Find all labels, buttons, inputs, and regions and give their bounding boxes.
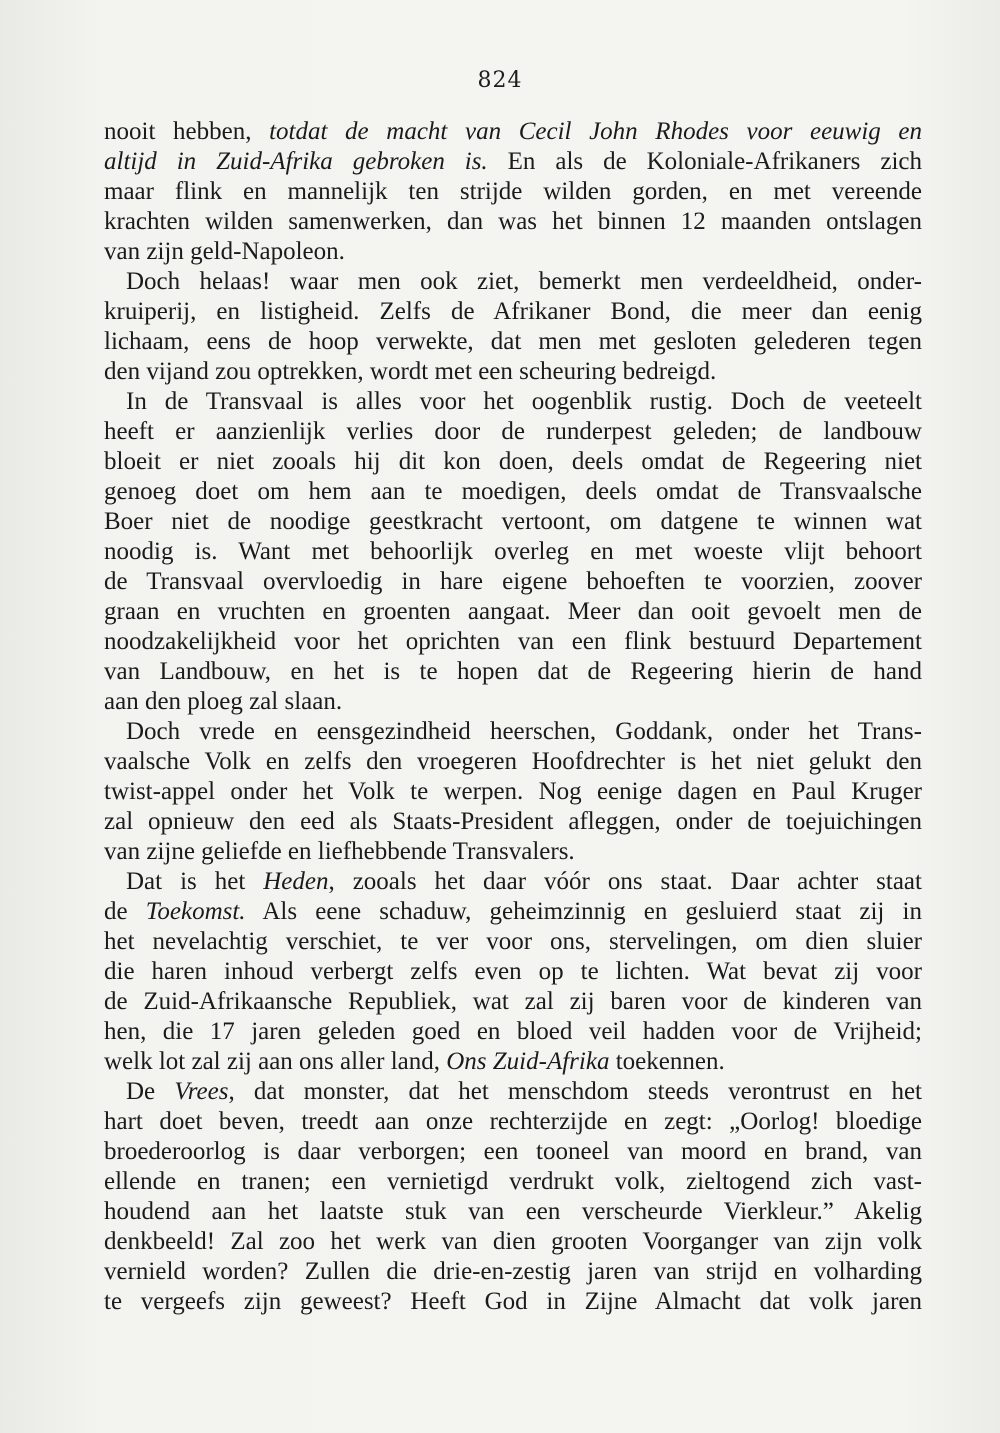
text-line: [104, 927, 922, 957]
text-run: toekennen.: [609, 1048, 725, 1075]
text-run: kruiperij, en listigheid. Zelfs de Afrikaner Bond, die meer dan eenig: [104, 298, 922, 325]
text-line: [104, 147, 922, 177]
italic-text: Ons Zuid-Afrika: [446, 1048, 610, 1075]
text-run: In de Transvaal is alles voor het oogenblik rustig. Doch de veeteelt: [126, 388, 922, 415]
text-run: , zooals het daar vóór ons staat. Daar achter staat: [328, 868, 922, 895]
text-line: [104, 117, 922, 147]
text-line: [104, 1167, 922, 1197]
text-line: [104, 897, 922, 927]
text-line: [104, 417, 922, 447]
text-run: van Landbouw, en het is te hopen dat de Regeering hierin de hand: [104, 658, 922, 685]
text-line: [104, 1137, 922, 1167]
text-line: [104, 297, 922, 327]
text-line: [104, 1227, 922, 1257]
text-line: [104, 267, 922, 297]
text-line: [104, 657, 922, 687]
text-line: [104, 777, 922, 807]
text-run: graan en vruchten en groenten aangaat. Meer dan ooit gevoelt men de: [104, 598, 922, 625]
text-run: heeft er aanzienlijk verlies door de runderpest geleden; de landbouw: [104, 418, 922, 445]
text-run: twist-appel onder het Volk te werpen. Nog eenige dagen en Paul Kruger: [104, 778, 922, 805]
text-run: denkbeeld! Zal zoo het werk van dien grooten Voorganger van zijn volk: [104, 1228, 922, 1255]
paragraph: [104, 387, 922, 717]
text-run: het nevelachtig verschiet, te ver voor ons, stervelingen, om dien sluier: [104, 928, 922, 955]
paragraph: [104, 267, 922, 387]
text-line: [104, 1257, 922, 1287]
text-run: Dat is het: [126, 868, 264, 895]
text-run: hart doet beven, treedt aan onze rechterzijde en zegt: „Oorlog! bloedige: [104, 1108, 922, 1135]
text-line: [104, 867, 922, 897]
text-run: nooit hebben,: [104, 118, 270, 145]
text-line: [104, 957, 922, 987]
text-run: broederoorlog is daar verborgen; een tooneel van moord en brand, van: [104, 1138, 922, 1165]
text-run: ellende en tranen; een vernietigd verdrukt volk, zieltogend zich vast-: [104, 1168, 922, 1195]
text-run: de: [104, 898, 146, 925]
paragraph: [104, 1077, 922, 1317]
text-run: krachten wilden samenwerken, dan was het binnen 12 maanden ontslagen: [104, 208, 922, 235]
paragraph: [104, 717, 922, 867]
text-run: Doch vrede en eensgezindheid heerschen, Goddank, onder het Trans-: [126, 718, 922, 745]
text-run: , dat monster, dat het menschdom steeds verontrust en het: [228, 1078, 922, 1105]
text-run: de Zuid-Afrikaansche Republiek, wat zal zij baren voor de kinderen van: [104, 988, 922, 1015]
text-line: [104, 237, 922, 267]
text-line: [104, 747, 922, 777]
text-run: vaalsche Volk en zelfs den vroegeren Hoofdrechter is het niet gelukt den: [104, 748, 922, 775]
text-line: [104, 1107, 922, 1137]
text-run: vernield worden? Zullen die drie-en-zestig jaren van strijd en volharding: [104, 1258, 922, 1285]
text-run: De: [126, 1078, 175, 1105]
text-line: [104, 717, 922, 747]
page-number: 824: [477, 68, 523, 93]
text-line: [104, 687, 922, 717]
italic-text: totdat de macht van Cecil John Rhodes voor eeuwig en: [269, 118, 923, 145]
text-line: [104, 597, 922, 627]
text-line: [104, 567, 922, 597]
body-text: [104, 117, 922, 1317]
text-run: aan den ploeg zal slaan.: [104, 688, 343, 715]
text-run: van zijne geliefde en liefhebbende Transvalers.: [104, 838, 575, 865]
text-line: [104, 837, 922, 867]
text-run: te vergeefs zijn geweest? Heeft God in Zijne Almacht dat volk jaren: [104, 1288, 922, 1315]
text-line: [104, 357, 922, 387]
text-line: [104, 1197, 922, 1227]
text-line: [104, 987, 922, 1017]
text-run: houdend aan het laatste stuk van een verscheurde Vierkleur.” Akelig: [104, 1198, 922, 1225]
paragraph: [104, 867, 922, 1077]
text-line: [104, 507, 922, 537]
text-run: En als de Koloniale-Afrikaners zich: [487, 148, 922, 175]
text-run: lichaam, eens de hoop verwekte, dat men met gesloten gelederen tegen: [104, 328, 922, 355]
text-line: [104, 537, 922, 567]
text-line: [104, 1077, 922, 1107]
text-line: [104, 387, 922, 417]
text-run: Doch helaas! waar men ook ziet, bemerkt men verdeeldheid, onder-: [126, 268, 922, 295]
text-line: [104, 207, 922, 237]
text-run: maar flink en mannelijk ten strijde wilden gorden, en met vereende: [104, 178, 922, 205]
text-run: die haren inhoud verbergt zelfs even op te lichten. Wat bevat zij voor: [104, 958, 922, 985]
text-run: de Transvaal overvloedig in hare eigene behoeften te voorzien, zoover: [104, 568, 922, 595]
paragraph: [104, 117, 922, 267]
text-line: [104, 177, 922, 207]
text-run: Als eene schaduw, geheimzinnig en gesluierd staat zij in: [245, 898, 922, 925]
text-run: bloeit er niet zooals hij dit kon doen, deels omdat de Regeering niet: [104, 448, 922, 475]
italic-text: Vrees: [174, 1078, 229, 1105]
text-line: [104, 807, 922, 837]
text-line: [104, 477, 922, 507]
text-line: [104, 627, 922, 657]
italic-text: altijd in Zuid-Afrika gebroken is.: [104, 148, 488, 175]
text-run: noodzakelijkheid voor het oprichten van een flink bestuurd Departement: [104, 628, 922, 655]
text-run: genoeg doet om hem aan te moedigen, deels omdat de Transvaalsche: [104, 478, 922, 505]
text-line: [104, 1047, 922, 1077]
text-run: noodig is. Want met behoorlijk overleg en met woeste vlijt behoort: [104, 538, 922, 565]
text-line: [104, 1017, 922, 1047]
italic-text: Heden: [263, 868, 329, 895]
text-run: zal opnieuw den eed als Staats-President afleggen, onder de toejuichingen: [104, 808, 922, 835]
text-run: den vijand zou optrekken, wordt met een scheuring bedreigd.: [104, 358, 717, 385]
text-run: Boer niet de noodige geestkracht vertoont, om datgene te winnen wat: [104, 508, 922, 535]
text-line: [104, 447, 922, 477]
text-run: van zijn geld-Napoleon.: [104, 238, 345, 265]
text-run: welk lot zal zij aan ons aller land,: [104, 1048, 447, 1075]
text-run: hen, die 17 jaren geleden goed en bloed veil hadden voor de Vrijheid;: [104, 1018, 922, 1045]
text-line: [104, 327, 922, 357]
text-line: [104, 1287, 922, 1317]
italic-text: Toekomst.: [145, 898, 246, 925]
